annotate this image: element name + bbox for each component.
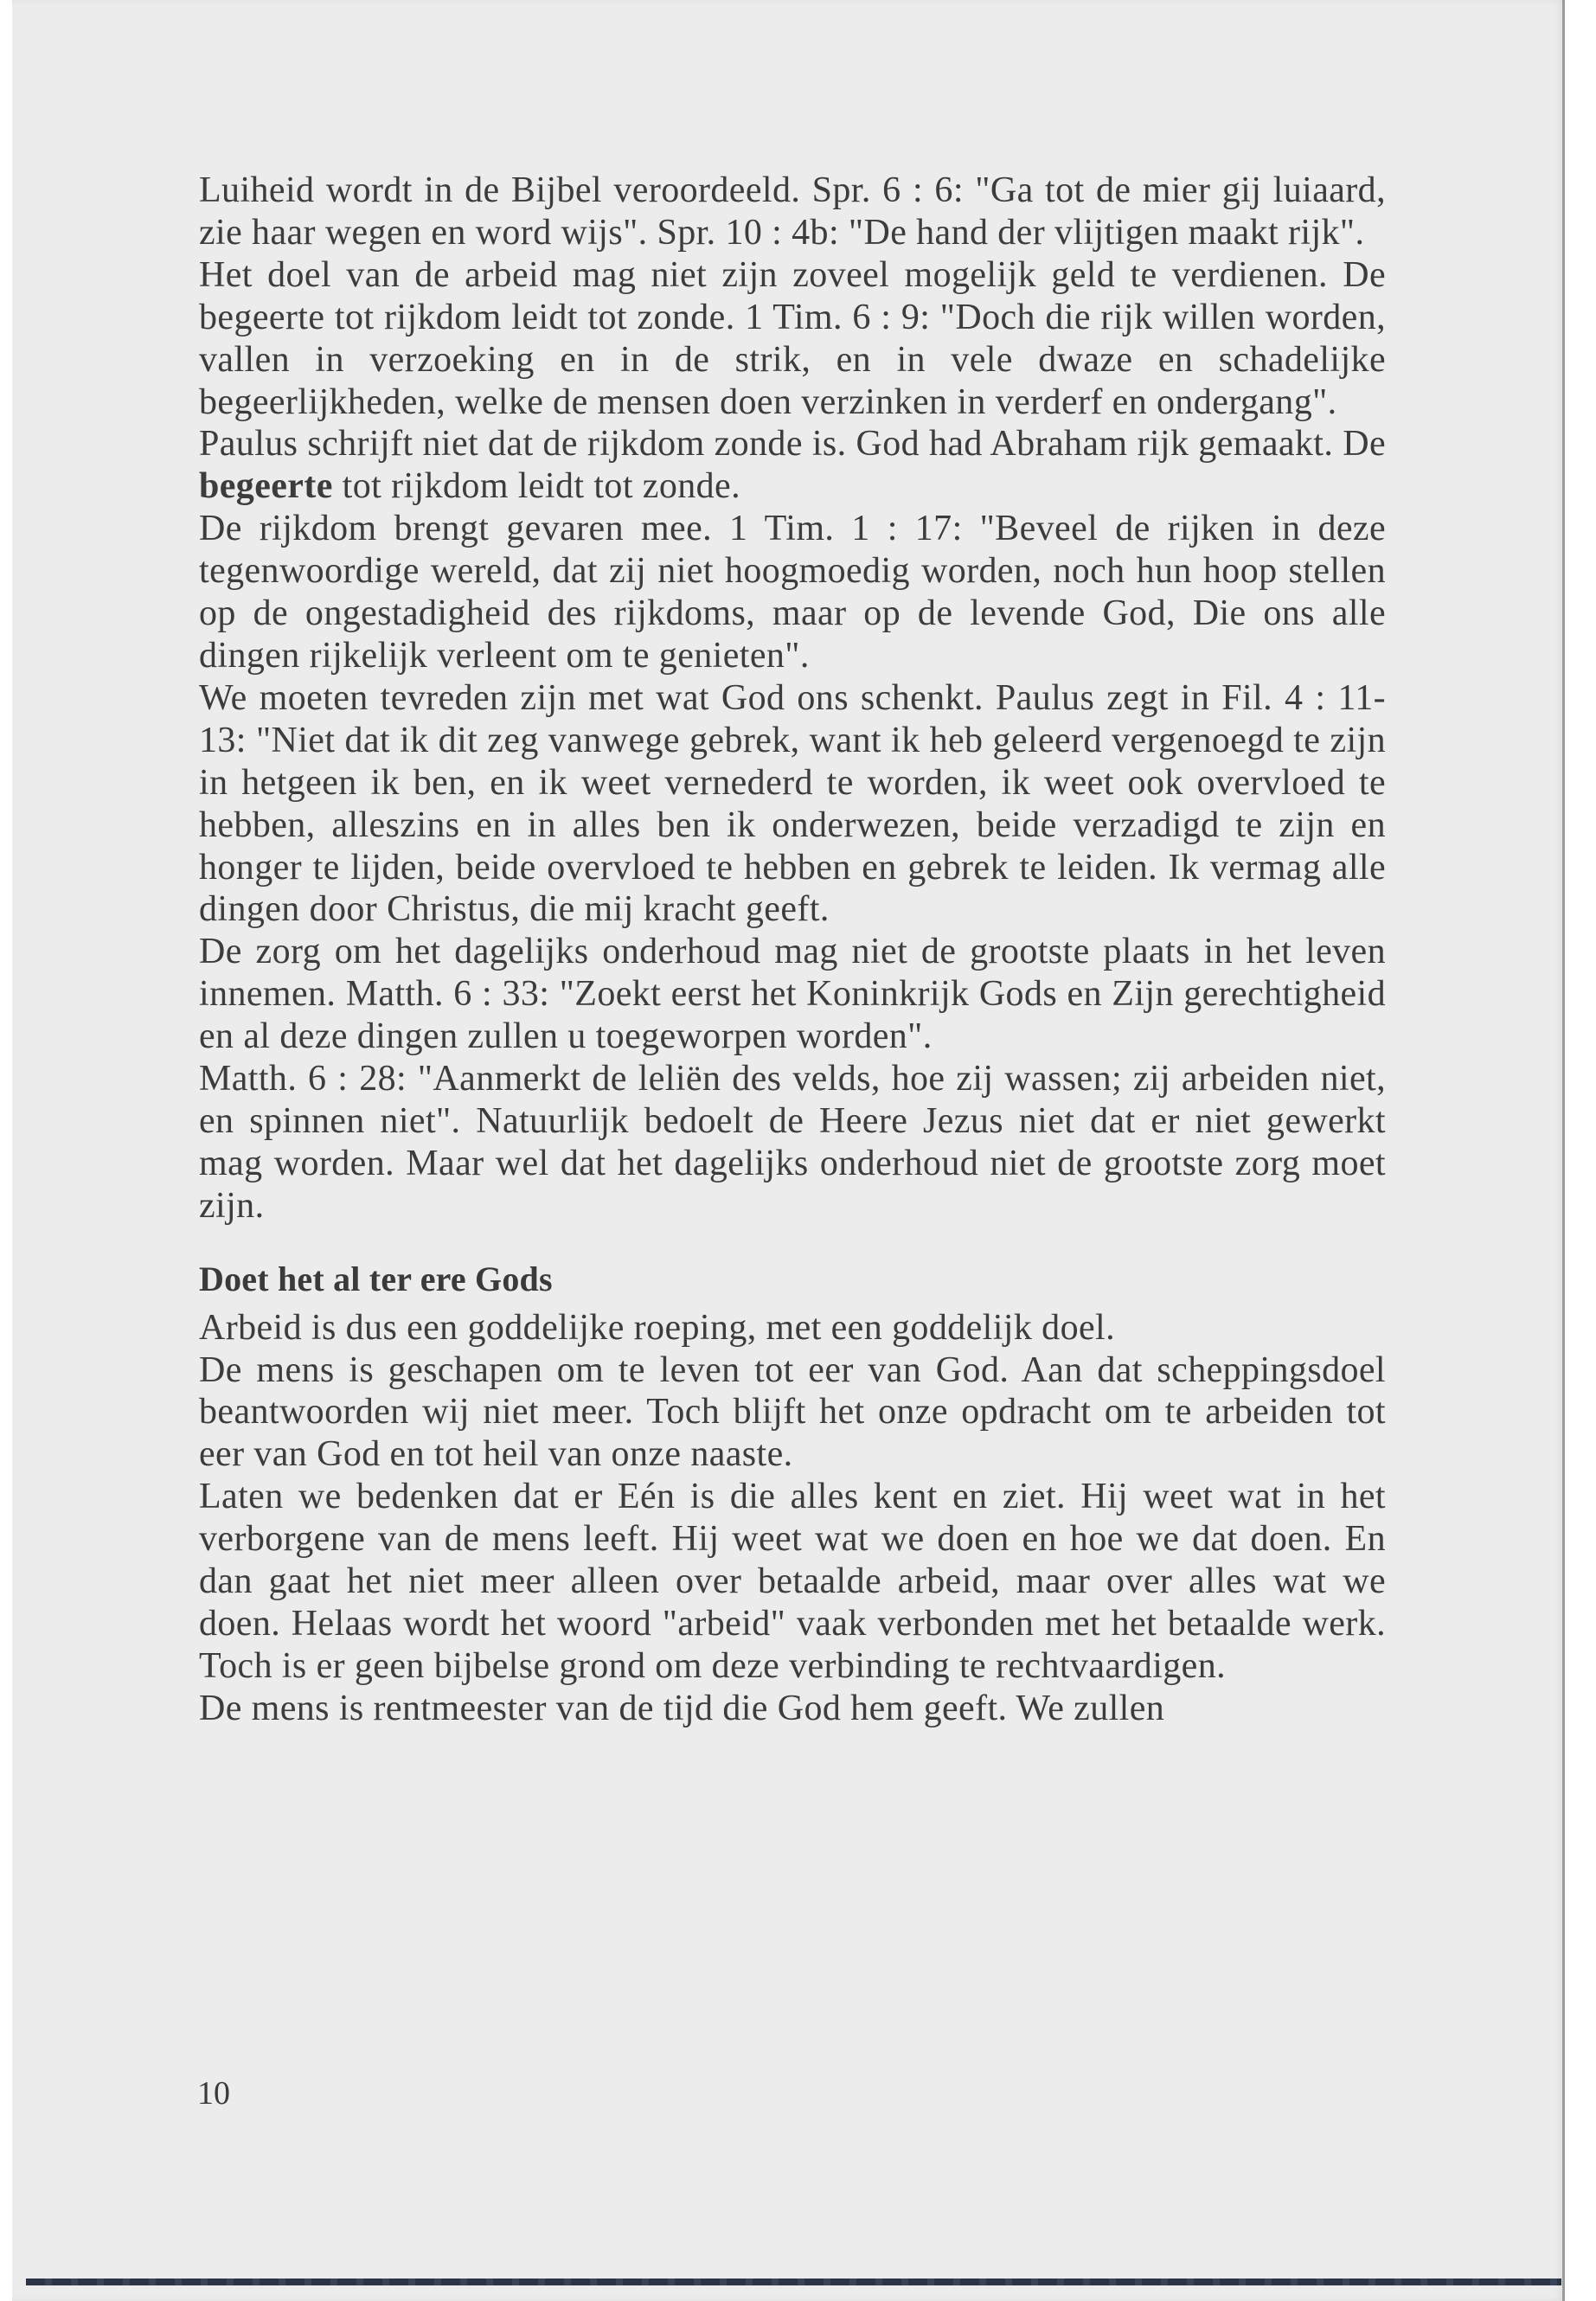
paragraph-lelien: Matth. 6 : 28: "Aanmerkt de leliën des velds, hoe zij wassen; zij arbeiden niet, en spinnen niet". Natuurlijk bedoelt de Heere Jezus niet dat er niet gewerkt mag worden. Maar wel dat het dagelijks onderhoud niet de grootste zorg moet zijn. bbox=[199, 1059, 1386, 1226]
paragraph-paulus-text-start: Paulus schrijft niet dat de rijkdom zonde is. God had Abraham rijk gemaakt. De bbox=[199, 424, 1386, 465]
paragraph-scheppingsdoel: De mens is geschapen om te leven tot eer van God. Aan dat scheppingsdoel beantwoorden wij niet meer. Toch blijft het onze opdracht om te arbeiden tot eer van God en tot heil van onze naaste. bbox=[199, 1349, 1386, 1475]
scan-bottom-edge bbox=[26, 2279, 1561, 2285]
paragraph-doel-arbeid: Het doel van de arbeid mag niet zijn zoveel mogelijk geld te verdienen. De begeerte tot rijkdom leidt tot zonde. 1 Tim. 6 : 9: "Doch die rijk willen worden, vallen in verzoeking en in de strik, en in vele dwaze en schadelijke begeerlijkheden, welke de mensen doen verzinken in verderf en ondergang". bbox=[199, 254, 1386, 422]
paragraph-tevreden: We moeten tevreden zijn met wat God ons schenkt. Paulus zegt in Fil. 4 : 11-13: "Niet dat ik dit zeg vanwege gebrek, want ik heb geleerd vergenoegd te zijn in hetgeen ik ben, en ik weet vernederd te worden, ik weet ook overvloed te hebben, alleszins en in alles ben ik onderwezen, beide verzadigd te zijn en honger te lijden, beide overvloed te hebben en gebrek te leiden. Ik vermag alle dingen door Christus, die mij kracht geeft. bbox=[199, 677, 1386, 930]
paragraph-luiheid: Luiheid wordt in de Bijbel veroordeeld. Spr. 6 : 6: "Ga tot de mier gij luiaard, zie haar wegen en word wijs". Spr. 10 : 4b: "De hand der vlijtigen maakt rijk". bbox=[199, 170, 1386, 253]
page-edge-shadow bbox=[1562, 0, 1565, 2301]
paragraph-paulus-rijkdom bbox=[199, 423, 1386, 508]
body-text bbox=[199, 170, 1386, 1730]
paragraph-rentmeester: De mens is rentmeester van de tijd die God hem geeft. We zullen bbox=[199, 1688, 1165, 1728]
emphasis-begeerte: begeerte bbox=[199, 466, 333, 507]
paragraph-goddelijke-roeping: Arbeid is dus een goddelijke roeping, met een goddelijk doel. bbox=[199, 1307, 1115, 1348]
paragraph-dagelijks-onderhoud: De zorg om het dagelijks onderhoud mag niet de grootste plaats in het leven innemen. Matth. 6 : 33: "Zoekt eerst het Koninkrijk Gods en Zijn gerechtigheid en al deze dingen zullen u toegeworpen worden". bbox=[199, 932, 1386, 1057]
paragraph-rijkdom-gevaren: De rijkdom brengt gevaren mee. 1 Tim. 1 : 17: "Beveel de rijken in deze tegenwoordige wereld, dat zij niet hoogmoedig worden, noch hun hoop stellen op de ongestadigheid des rijkdoms, maar op de levende God, Die ons alle dingen rijkelijk verleent om te genieten". bbox=[199, 509, 1386, 676]
section-heading: Doet het al ter ere Gods bbox=[199, 1259, 553, 1298]
paragraph-paulus-text-end: tot rijkdom leidt tot zonde. bbox=[332, 466, 740, 507]
paragraph-een-die-alles-kent: Laten we bedenken dat er Eén is die alles kent en ziet. Hij weet wat in het verborgene van de mens leeft. Hij weet wat we doen en hoe we dat doen. En dan gaat het niet meer alleen over betaalde arbeid, maar over alles wat we doen. Helaas wordt het woord "arbeid" vaak verbonden met het betaalde werk. Toch is er geen bijbelse grond om deze verbinding te rechtvaardigen. bbox=[199, 1477, 1386, 1686]
page-number: 10 bbox=[197, 2075, 230, 2112]
